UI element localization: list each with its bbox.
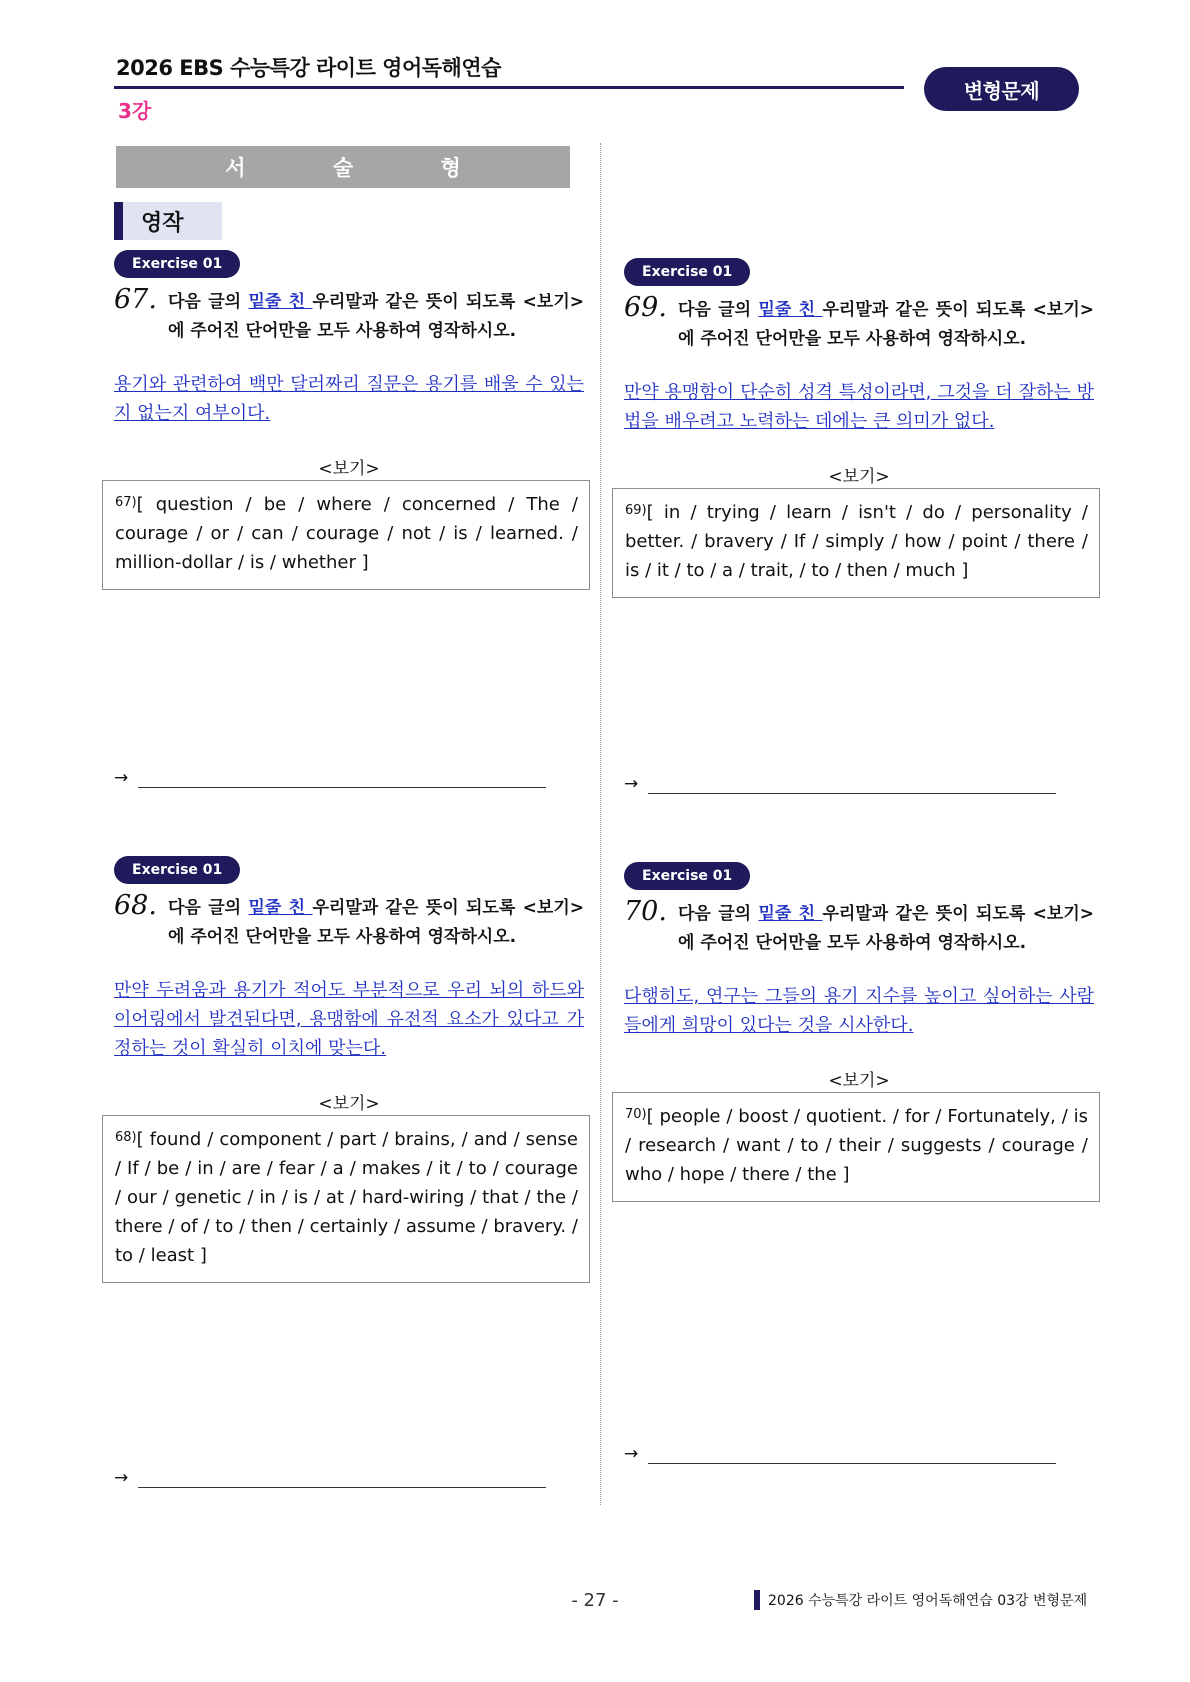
variant-badge: 변형문제 <box>924 67 1079 111</box>
exercise-badge: Exercise 01 <box>114 856 240 884</box>
bogi-ref: 68) <box>115 1130 137 1145</box>
lesson-label: 3강 <box>118 99 152 123</box>
bogi-ref: 69) <box>625 503 647 518</box>
answer-line-69[interactable] <box>624 774 1056 794</box>
bogi-words: [ question / be / where / concerned / The / courage / or / can / courage / not / is / learned. / million-dollar / is / whether ] <box>115 494 578 573</box>
bogi-words: [ in / trying / learn / isn't / do / personality / better. / bravery / If / simply / how / point / there / is / it / to / a / trait, / to / then / much ] <box>625 502 1088 581</box>
column-divider <box>600 143 601 1505</box>
composition-label: 영작 <box>114 202 222 240</box>
bogi-ref: 70) <box>625 1107 647 1122</box>
bogi-box <box>612 488 1100 598</box>
korean-sentence: 만약 두려움과 용기가 적어도 부분적으로 우리 뇌의 하드와이어링에서 발견된다면, 용맹함에 유전적 요소가 있다고 가정하는 것이 확실히 이치에 맞는다. <box>114 980 584 1059</box>
footer <box>754 1590 1087 1610</box>
question-69 <box>624 258 1094 598</box>
footer-text: 2026 수능특강 라이트 영어독해연습 03강 변형문제 <box>768 1593 1088 1609</box>
footer-mark <box>754 1590 760 1610</box>
korean-sentence: 다행히도, 연구는 그들의 용기 지수를 높이고 싶어하는 사람들에게 희망이 있다는 것을 시사한다. <box>624 986 1094 1036</box>
arrow-icon: → <box>114 768 129 788</box>
bogi-box <box>612 1092 1100 1202</box>
document-title: 2026 EBS 수능특강 라이트 영어독해연습 <box>116 56 501 80</box>
arrow-icon: → <box>114 1468 129 1488</box>
page-number: - 27 - <box>571 1590 619 1611</box>
exercise-badge: Exercise 01 <box>624 862 750 890</box>
question-instruction: 68. 다음 글의 밑줄 친 우리말과 같은 뜻이 되도록 <보기>에 주어진 단어만을 모두 사용하여 영작하시오. <box>114 890 584 947</box>
bogi-title: <보기> <box>828 1071 890 1091</box>
arrow-icon: → <box>624 774 639 794</box>
bogi-box <box>102 1115 590 1283</box>
section-bar: 서 술 형 <box>116 146 570 188</box>
answer-line-67[interactable] <box>114 768 546 788</box>
question-67 <box>114 250 584 590</box>
question-number: 69. <box>624 292 667 323</box>
header-rule <box>114 86 904 89</box>
answer-line-68[interactable] <box>114 1468 546 1488</box>
question-68 <box>114 856 584 1283</box>
korean-sentence: 용기와 관련하여 백만 달러짜리 질문은 용기를 배울 수 있는지 없는지 여부이다. <box>114 374 584 424</box>
korean-sentence: 만약 용맹함이 단순히 성격 특성이라면, 그것을 더 잘하는 방법을 배우려고 노력하는 데에는 큰 의미가 없다. <box>624 382 1094 432</box>
bogi-title: <보기> <box>828 467 890 487</box>
bogi-title: <보기> <box>318 1094 380 1114</box>
bogi-ref: 67) <box>115 495 137 510</box>
answer-line-70[interactable] <box>624 1444 1056 1464</box>
question-instruction: 70. 다음 글의 밑줄 친 우리말과 같은 뜻이 되도록 <보기>에 주어진 단어만을 모두 사용하여 영작하시오. <box>624 896 1094 953</box>
exercise-badge: Exercise 01 <box>624 258 750 286</box>
bogi-words: [ people / boost / quotient. / for / Fortunately, / is / research / want / to / their / suggests / courage / who / hope / there / the ] <box>625 1106 1088 1185</box>
bogi-box <box>102 480 590 590</box>
answer-blank[interactable] <box>648 778 1056 794</box>
exercise-badge: Exercise 01 <box>114 250 240 278</box>
question-number: 70. <box>624 896 667 927</box>
bogi-words: [ found / component / part / brains, / and / sense / If / be / in / are / fear / a / makes / it / to / courage / our / genetic / in / is / at / hard-wiring / that / the / there / of / to / then / certainly / assume / bravery. / to / least ] <box>115 1129 578 1266</box>
question-70 <box>624 862 1094 1202</box>
question-number: 67. <box>114 284 157 315</box>
answer-blank[interactable] <box>138 772 546 788</box>
question-number: 68. <box>114 890 157 921</box>
question-instruction: 67. 다음 글의 밑줄 친 우리말과 같은 뜻이 되도록 <보기>에 주어진 단어만을 모두 사용하여 영작하시오. <box>114 284 584 341</box>
arrow-icon: → <box>624 1444 639 1464</box>
bogi-title: <보기> <box>318 459 380 479</box>
answer-blank[interactable] <box>648 1448 1056 1464</box>
question-instruction: 69. 다음 글의 밑줄 친 우리말과 같은 뜻이 되도록 <보기>에 주어진 단어만을 모두 사용하여 영작하시오. <box>624 292 1094 349</box>
answer-blank[interactable] <box>138 1472 546 1488</box>
